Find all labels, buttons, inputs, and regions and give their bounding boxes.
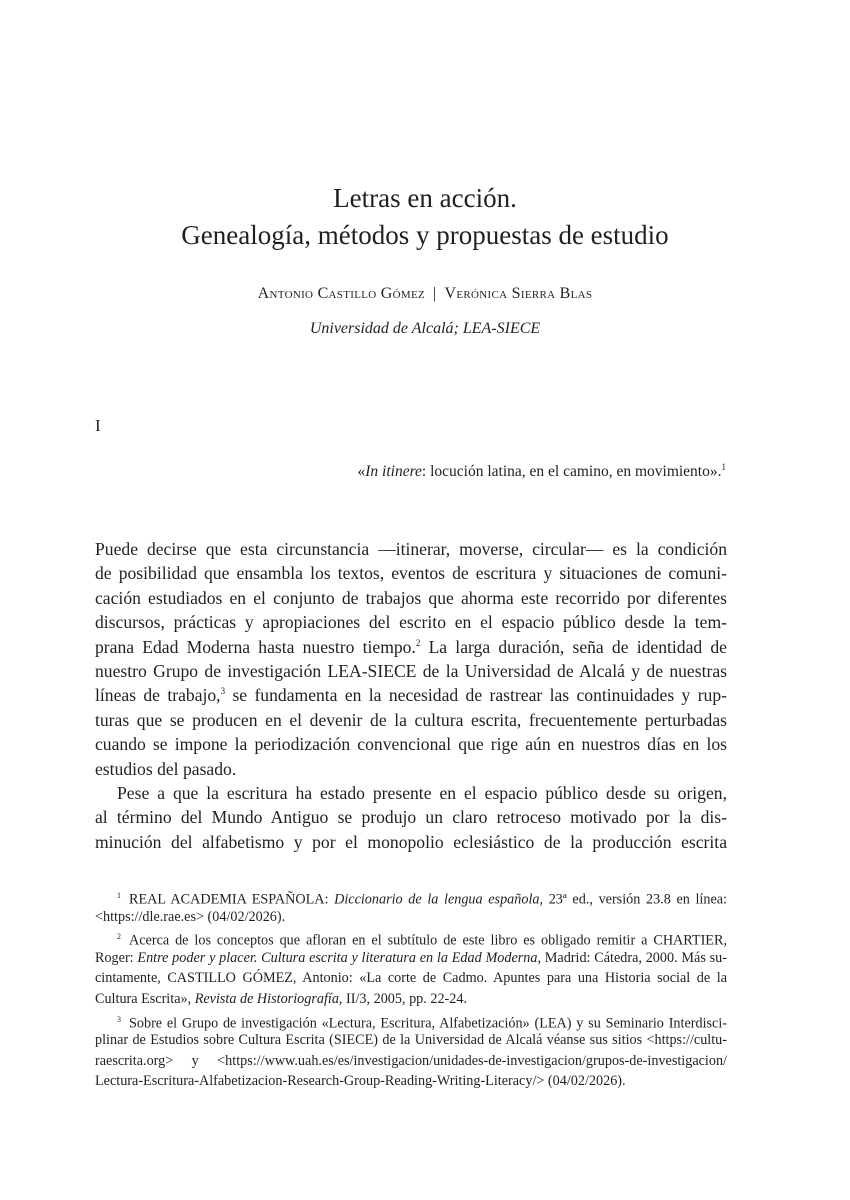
text-line: estudios del pasado.: [95, 758, 237, 779]
footnotes: [95, 886, 727, 1092]
text-line: Pese a que la escritura ha estado presente en el espacio público desde su origen,: [117, 782, 727, 803]
author-line: [0, 285, 850, 303]
footnote-ref-2[interactable]: 2: [415, 637, 421, 648]
author-2: Verónica Sierra Blas: [444, 285, 593, 302]
text-line: al término del Mundo Antiguo se produjo un claro retroceso motivado por la dis-: [95, 807, 727, 828]
text-line: discursos, prácticas y apropiaciones del escrito en el espacio público desde la tem-: [95, 612, 727, 633]
text-line: cuando se impone la periodización convencional que rige aún en nuestros días en los: [95, 734, 727, 755]
paragraph-2: [95, 781, 727, 854]
footnote-mark: 1: [117, 891, 121, 900]
footnote-3: [95, 1010, 727, 1092]
footnote-ref-3[interactable]: 3: [220, 686, 226, 697]
chapter-title: [0, 180, 850, 254]
author-1: Antonio Castillo Gómez: [257, 285, 426, 302]
text-line: nuestro Grupo de investigación LEA-SIECE de la Universidad de Alcalá y de nuestras: [95, 660, 727, 681]
footnote-mark: 3: [117, 1014, 121, 1024]
text-line: prana Edad Moderna hasta nuestro tiempo.$^2$ La larga duración, seña de identidad de: [95, 636, 727, 657]
footnote-ref-1[interactable]: 1: [721, 461, 726, 472]
footnote-line: Cultura Escrita», Revista de Historiografía, II/3, 2005, pp. 22-24.: [95, 990, 467, 1007]
text-line: turas que se producen en el devenir de la cultura escrita, frecuentemente perturbadas: [95, 709, 727, 730]
text-line: cación estudiados en el conjunto de trabajos que ahorma este recorrido por diferentes: [95, 587, 727, 608]
title-line-1: Letras en acción.: [333, 183, 517, 213]
text-line: Puede decirse que esta circunstancia —itinerar, moverse, circular— es la condición: [95, 539, 727, 559]
text-line: minución del alfabetismo y por el monopolio eclesiástico de la producción escrita: [95, 831, 727, 852]
footnote-mark: 2: [117, 932, 121, 942]
text-line: de posibilidad que ensambla los textos, eventos de escritura y situaciones de comuni-: [95, 563, 727, 584]
author-separator: |: [433, 285, 437, 302]
text-line: líneas de trabajo,$^3$ se fundamenta en la necesidad de rastrear las continuidades y rup-: [95, 685, 728, 706]
title-line-2: Genealogía, métodos y propuestas de estudio: [181, 220, 669, 250]
paragraph-1: [95, 537, 727, 781]
section-number: I: [95, 416, 101, 435]
footnote-line: $^1$ REAL ACADEMIA ESPAÑOLA: Diccionario de la lengua española, 23ª ed., versión 23.8 en línea:: [117, 891, 727, 908]
footnote-line: $^3$ Sobre el Grupo de investigación «Lectura, Escritura, Alfabetización» (LEA) y su Seminario Interdisci-: [117, 1014, 727, 1032]
footnote-2: [95, 927, 727, 1009]
footnote-line: Lectura-Escritura-Alfabetizacion-Research-Group-Reading-Writing-Literacy/> (04/02/2026).: [95, 1073, 626, 1090]
footnote-line: $^2$ Acerca de los conceptos que afloran en el subtítulo de este libro es obligado remitir a CHARTIER,: [117, 932, 727, 949]
footnote-line: cintamente, CASTILLO GÓMEZ, Antonio: «La corte de Cadmo. Apuntes para una Historia social de la: [95, 970, 727, 987]
epigraph-term: In itinere: [365, 463, 422, 480]
footnote-line: plinar de Estudios sobre Cultura Escrita (SIECE) de la Universidad de Alcalá véanse sus sitios <https://cultu-: [95, 1032, 727, 1049]
epigraph-definition: : locución latina, en el camino, en movimiento».: [421, 463, 722, 480]
footnote-line: <https://dle.rae.es> (04/02/2026).: [95, 908, 286, 925]
body-text: [95, 537, 727, 854]
affiliation: Universidad de Alcalá; LEA-SIECE: [309, 320, 541, 337]
epigraph: «In itinere: locución latina, en el camino, en movimiento».$^1$: [357, 461, 726, 480]
footnote-line: raescrita.org> y <https://www.uah.es/es/investigacion/unidades-de-investigacion/grupos-de-investigacion/: [95, 1052, 727, 1069]
footnote-1: [95, 886, 727, 927]
footnote-line: Roger: Entre poder y placer. Cultura escrita y literatura en la Edad Moderna, Madrid: Cátedra, 2000. Más su-: [95, 949, 727, 966]
